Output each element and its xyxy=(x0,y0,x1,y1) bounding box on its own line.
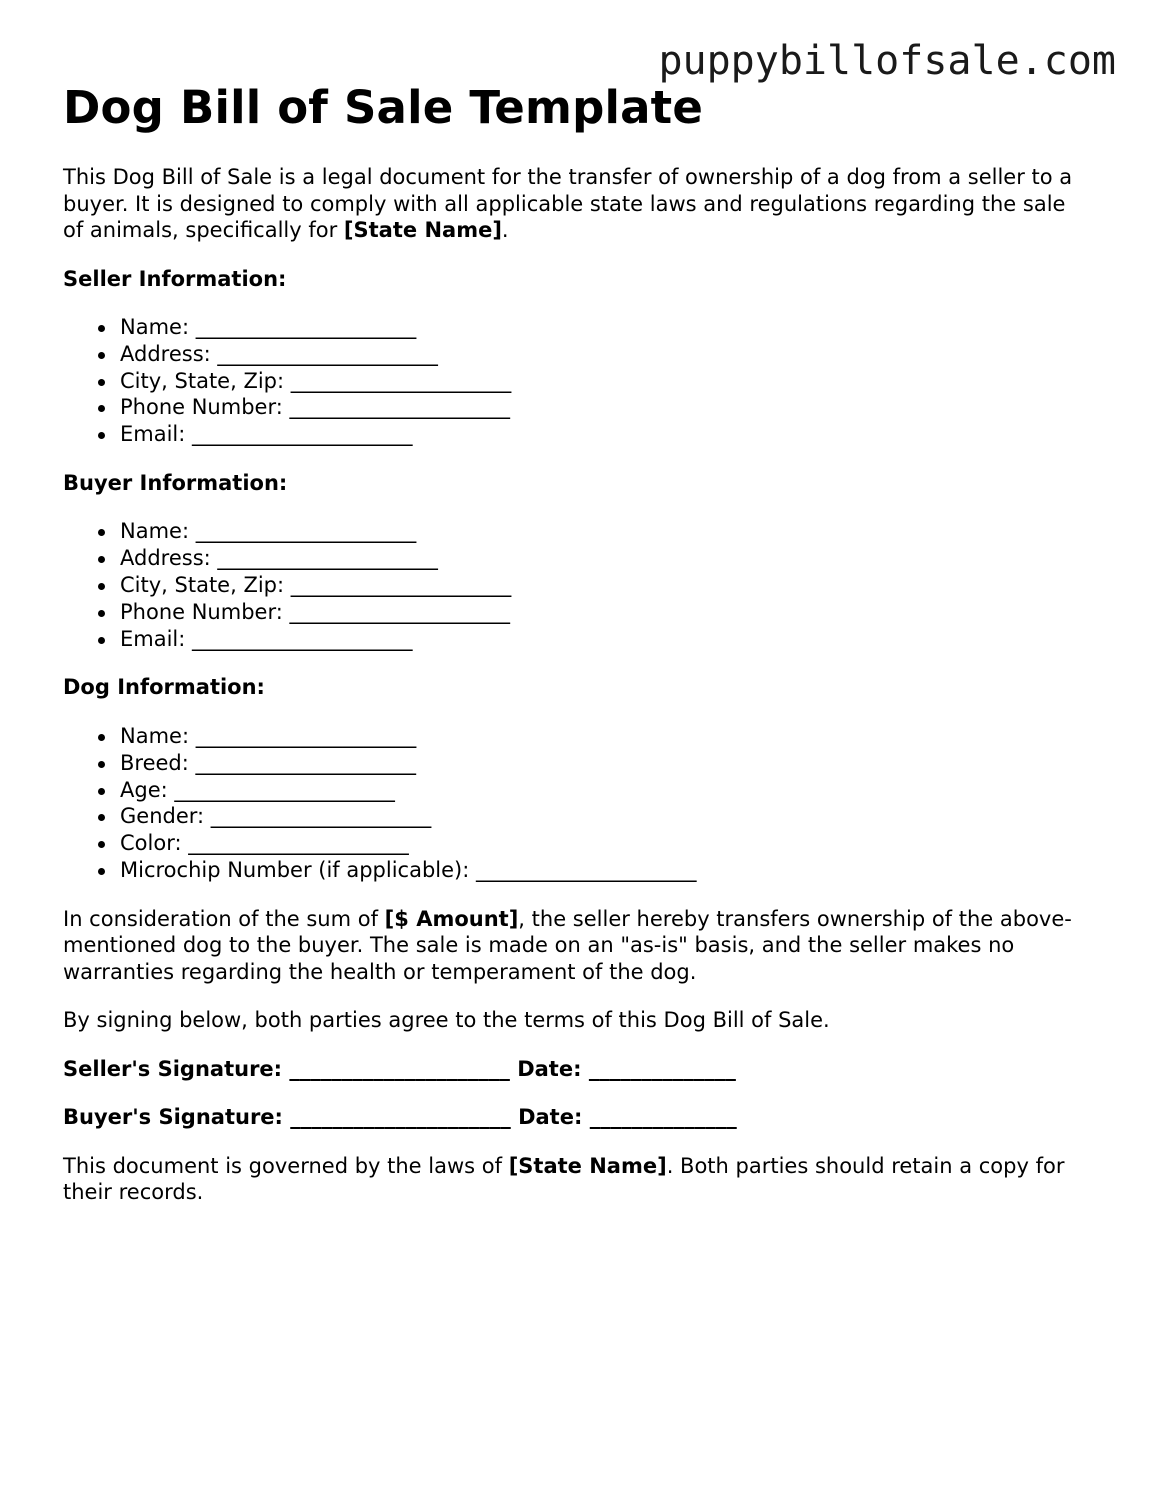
dog-breed-field xyxy=(120,750,1083,777)
dog-age-field xyxy=(120,777,1083,804)
fill-blank: _____________________ xyxy=(188,831,409,856)
consideration-text: In consideration of the sum of xyxy=(63,906,385,931)
field-label: Name: xyxy=(120,519,190,544)
buyer-signature-label: Buyer's Signature: xyxy=(63,1105,283,1130)
intro-paragraph xyxy=(63,164,1083,244)
fill-blank: _____________________ xyxy=(289,599,510,624)
fill-blank: _____________________ xyxy=(210,804,432,829)
buyer-date-blank: ______________ xyxy=(589,1105,737,1130)
field-label: Color: xyxy=(120,831,182,856)
intro-text: This Dog Bill of Sale is a legal document for the transfer of ownership of a dog from a seller to a buyer. It is designed to comply with all applicable state laws and regulations regarding the sale of animals, specifically for xyxy=(63,165,1073,242)
consideration-paragraph xyxy=(63,906,1083,986)
dog-name-field xyxy=(120,723,1083,750)
fill-blank: _____________________ xyxy=(217,341,438,366)
dog-color-field xyxy=(120,830,1083,857)
fill-blank: _____________________ xyxy=(290,368,512,393)
dog-microchip-field xyxy=(120,857,1083,884)
closing-state-placeholder: [State Name] xyxy=(508,1153,667,1178)
buyer-signature-blank: _____________________ xyxy=(290,1105,511,1130)
fill-blank: _____________________ xyxy=(195,750,417,775)
field-label: Email: xyxy=(120,626,186,651)
field-label: Phone Number: xyxy=(120,599,283,624)
seller-date-label: Date: xyxy=(517,1056,582,1081)
state-placeholder: [State Name] xyxy=(343,218,502,242)
intro-period: . xyxy=(501,218,509,242)
dog-gender-field xyxy=(120,803,1083,830)
field-label: Age: xyxy=(120,777,168,802)
consideration-terms: , the seller hereby transfers ownership of the above-mentioned dog to the buyer. The sale is made on an "as-is" basis, and the seller makes no warranties regarding the health or temperament of the dog. xyxy=(63,906,1072,984)
seller-field-list xyxy=(63,314,1083,448)
buyer-city-state-zip-field xyxy=(120,572,1083,599)
fill-blank: _____________________ xyxy=(290,573,512,598)
seller-city-state-zip-field xyxy=(120,368,1083,395)
fill-blank: _____________________ xyxy=(195,315,417,339)
closing-paragraph xyxy=(63,1153,1083,1206)
buyer-address-field xyxy=(120,545,1083,572)
fill-blank: _____________________ xyxy=(174,777,395,802)
site-watermark: puppybillofsale.com xyxy=(658,38,1116,84)
field-label: Breed: xyxy=(120,750,189,775)
agreement-paragraph: By signing below, both parties agree to the terms of this Dog Bill of Sale. xyxy=(63,1008,830,1033)
seller-name-field xyxy=(120,314,1083,341)
seller-email-field xyxy=(120,421,1083,448)
field-label: Address: xyxy=(120,341,211,366)
buyer-signature-line xyxy=(63,1104,1083,1131)
seller-signature-label: Seller's Signature: xyxy=(63,1056,283,1081)
seller-phone-field xyxy=(120,394,1083,421)
seller-address-field xyxy=(120,341,1083,368)
field-label: Gender: xyxy=(120,804,205,829)
fill-blank: _____________________ xyxy=(195,723,417,748)
buyer-name-field xyxy=(120,518,1083,545)
field-label: Address: xyxy=(120,546,211,571)
buyer-email-field xyxy=(120,626,1083,653)
fill-blank: _____________________ xyxy=(289,395,510,420)
buyer-section-heading: Buyer Information: xyxy=(63,470,288,495)
closing-text: This document is governed by the laws of xyxy=(63,1153,509,1178)
fill-blank: _____________________ xyxy=(195,519,417,544)
field-label: Phone Number: xyxy=(120,395,283,420)
dog-section-heading: Dog Information: xyxy=(63,675,265,700)
field-label: Name: xyxy=(120,315,190,339)
seller-signature-blank: _____________________ xyxy=(289,1056,510,1081)
amount-placeholder: [$ Amount] xyxy=(384,906,519,931)
buyer-date-label: Date: xyxy=(518,1105,583,1130)
field-label: City, State, Zip: xyxy=(120,573,285,598)
closing-text-end: . Both parties should retain a copy for their records. xyxy=(63,1153,1065,1205)
buyer-phone-field xyxy=(120,599,1083,626)
fill-blank: _____________________ xyxy=(217,546,438,571)
seller-section-heading: Seller Information: xyxy=(63,266,287,291)
field-label: Microchip Number (if applicable): xyxy=(120,857,470,882)
document-page xyxy=(63,80,1083,1228)
field-label: Name: xyxy=(120,723,190,748)
fill-blank: _____________________ xyxy=(476,857,697,882)
buyer-field-list xyxy=(63,518,1083,652)
field-label: Email: xyxy=(120,422,186,447)
seller-signature-line xyxy=(63,1056,1083,1083)
dog-field-list xyxy=(63,723,1083,884)
page-title: Dog Bill of Sale Template xyxy=(63,81,704,134)
fill-blank: _____________________ xyxy=(192,422,413,447)
field-label: City, State, Zip: xyxy=(120,368,285,393)
seller-date-blank: ______________ xyxy=(588,1056,736,1081)
fill-blank: _____________________ xyxy=(192,626,413,651)
